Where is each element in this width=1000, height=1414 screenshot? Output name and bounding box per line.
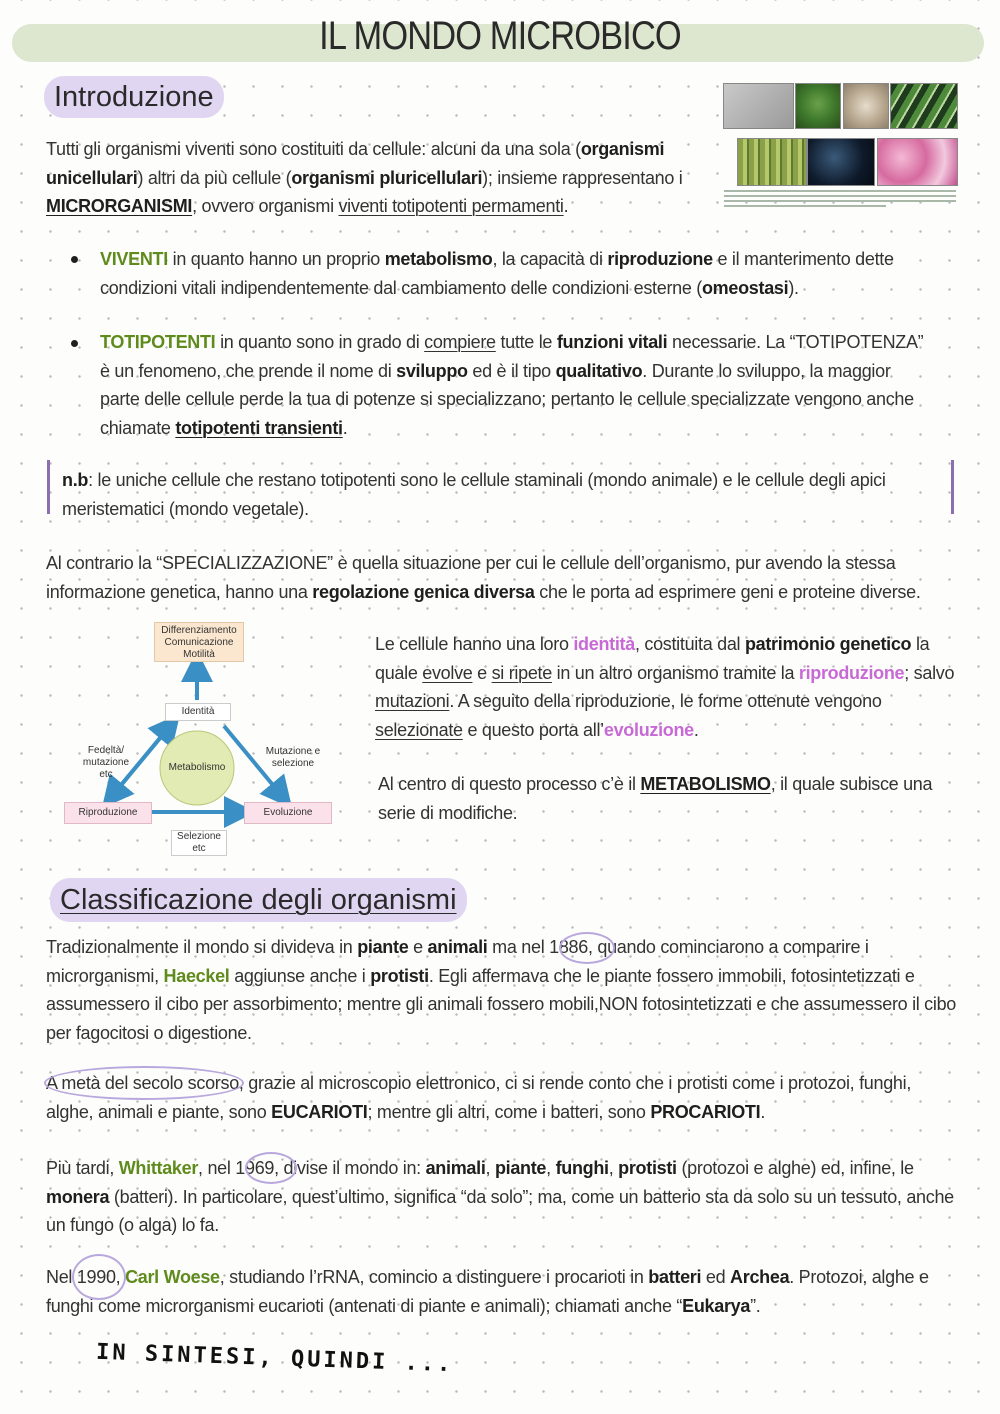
diagram-center-metabolismo: Metabolismo — [168, 762, 226, 773]
specializzazione-paragraph: Al contrario la “SPECIALIZZAZIONE” è quella situazione per cui le cellule dell’organismo, pur avendo la stessa informazione genetica, hanno una regolazione genica diversa che le porta ad esprimere geni e proteine diverse. — [46, 553, 921, 602]
classif-paragraph-3: Più tardi, Whittaker, nel 1969, divise il mondo in: animali, piante, funghi, protisti (protozoi e alghe) ed, infine, le monera (batteri). In particolare, quest’ultimo, significa “da solo”; ma, come un batterio sta da solo su un tessuto, anche un fungo (o alga) lo fa. — [46, 1158, 954, 1235]
bullet-viventi: VIVENTI in quanto hanno un proprio metabolismo, la capacità di riproduzione e il manterimento dette condizioni vitali indipendentemente dal cambiamento delle condizioni esterne (omeostasi). — [100, 249, 894, 298]
bullet-marker — [71, 340, 78, 347]
diagram-box-riproduzione: Riproduzione — [64, 802, 152, 824]
micro-image-5 — [737, 138, 807, 186]
classif-paragraph-4: Nel 1990, Carl Woese, studiando l’rRNA, comincio a distinguere i procarioti in batteri ed Archea. Protozoi, alghe e funghi come microrganismi eucarioti (antenati di piante e animali); chiamati anche “Eukarya”. — [46, 1267, 929, 1316]
diagram-box-evoluzione: Evoluzione — [244, 802, 332, 824]
classif-paragraph-1: Tradizionalmente il mondo si divideva in piante e animali ma nel 1886, quando cominciarono a comparire i microrganismi, Haeckel aggiunse anche i protisti. Egli affermava che le piante fossero immobili, fotosintetizzati e assumessero il cibo per assorbimento; mentre gli animali fossero mobili,NON fotosintetizzati e che assumessero il cibo per fagocitosi o digestione. — [46, 937, 956, 1043]
micro-image-3 — [843, 83, 889, 129]
note-right-bar — [951, 460, 954, 514]
micro-image-2 — [795, 83, 841, 129]
section-heading-classificazione: Classificazione degli organismi — [50, 878, 467, 922]
handwritten-note: IN SINTESI, QUINDI ... — [95, 1339, 454, 1378]
diagram-box-selezione: Selezione etc — [171, 830, 227, 856]
bullet-marker — [71, 256, 78, 263]
diagram-box-differenziamento: Differenziamento Comunicazione Motilità — [154, 622, 244, 662]
micro-image-6 — [807, 138, 875, 186]
classif-paragraph-2: A metà del secolo scorso, grazie al microscopio elettronico, ci si rende conto che i protisti come i protozoi, funghi, alghe, animali e piante, sono EUCARIOTI; mentre gli altri, come i batteri, sono PROCARIOTI. — [46, 1073, 912, 1122]
figure-caption — [724, 190, 956, 210]
micro-image-4 — [890, 83, 958, 129]
identita-paragraph: Le cellule hanno una loro identità, costituita dal patrimonio genetico la quale evolve e si ripete in un altro organismo tramite la riproduzione; salvo mutazioni. A seguito della riproduzione, le forme ottenute vengono selezionate e questo porta all’evoluzione. — [375, 634, 955, 740]
micro-image-7 — [877, 138, 958, 186]
bullet-totipotenti: TOTIPOTENTI in quanto sono in grado di compiere tutte le funzioni vitali necessarie. La “TOTIPOTENZA” è un fenomeno, che prende il nome di sviluppo ed è il tipo qualitativo. Durante lo sviluppo, la maggior parte delle cellule perde la tua di potenze si specializzano; pertanto le cellule specializzate vengono anche chiamate totipotenti transienti. — [100, 332, 924, 438]
diagram-box-identita: Identità — [165, 703, 231, 721]
page-title: IL MONDO MICROBICO — [319, 14, 681, 58]
note-left-bar — [47, 460, 50, 514]
metabolismo-paragraph: Al centro di questo processo c’è il METABOLISMO, il quale subisce una serie di modifiche. — [378, 774, 933, 823]
highlight-circle-1886 — [559, 932, 615, 964]
diagram-label-mutazione: Mutazione e selezione — [265, 746, 321, 769]
intro-paragraph: Tutti gli organismi viventi sono costituiti da cellule: alcuni da una sola (organismi unicellulari) altri da più cellule (organismi pluricellulari); insieme rappresentano i MICRORGANISMI, ovvero organismi viventi totipotenti permamenti. — [46, 139, 683, 216]
highlight-circle-meta-secolo — [44, 1066, 244, 1100]
diagram-label-fedelta: Fedeltà/ mutazione etc — [82, 745, 130, 780]
highlight-circle-1990 — [72, 1254, 126, 1300]
note-paragraph: n.b: le uniche cellule che restano totipotenti sono le cellule staminali (mondo animale) e le cellule degli apici meristematici (mondo vegetale). — [62, 470, 886, 519]
highlight-circle-1969 — [245, 1152, 297, 1184]
micro-image-1 — [723, 83, 794, 129]
section-heading-introduzione: Introduzione — [44, 76, 224, 118]
